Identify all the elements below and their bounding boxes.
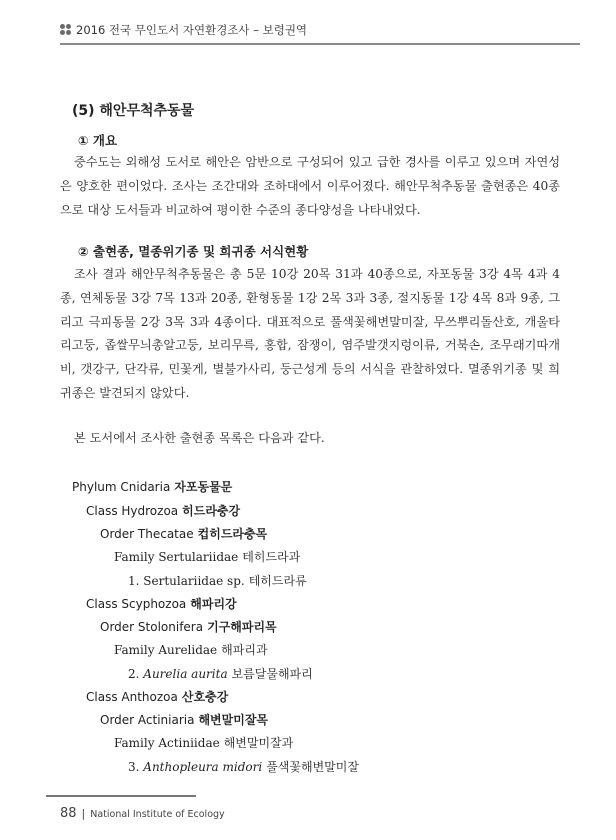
species-row	[128, 572, 307, 589]
footer-rule	[46, 795, 196, 797]
species-latin: Sertulariidae sp.	[143, 574, 245, 588]
order-latin: Order Thecatae	[100, 527, 194, 541]
order-row	[100, 618, 277, 635]
species-korean: 보름달물해파리	[231, 667, 313, 681]
species-row	[128, 665, 313, 682]
class-latin: Class Anthozoa	[86, 690, 178, 704]
species-number: 1.	[128, 574, 140, 588]
family-latin: Family Sertulariidae	[114, 550, 239, 564]
order-row	[100, 525, 267, 542]
header-rule	[60, 43, 580, 45]
species-korean: 테히드라류	[248, 574, 307, 588]
family-korean: 테히드라과	[242, 550, 301, 564]
order-row	[100, 711, 268, 728]
class-row	[86, 502, 240, 519]
list-intro: 본 도서에서 조사한 출현종 목록은 다음과 같다.	[74, 431, 325, 445]
family-latin: Family Actiniidae	[114, 736, 220, 750]
family-row	[114, 548, 300, 565]
species-paragraph: 조사 결과 해안무척추동물은 총 5문 10강 20목 31과 40종으로, 자포동물 3강 4목 4과 4종, 연체동물 3강 7목 13과 20종, 환형동물 1강 2목 3과 3종, 절지동물 1강 4목 8과 9종, 그리고 극피동물 2강 3목 3과 4종이다. 대표적으로 풀색꽃해변말미잘, 무쓰뿌리돌산호, 개울타리고둥, 좁쌀무늬총알고둥, 보리무륵, 홍합, 잠쟁이, 염주발갯지렁이류, 거북손, 조무래기따개비, 갯강구, 단각류, 민꽃게, 별불가사리, 둥근성게 등의 서식을 관찰하였다. 멸종위기종 및 희귀종은 발견되지 않았다.	[60, 267, 560, 400]
species-number: 3.	[128, 760, 140, 774]
class-korean: 히드라충강	[182, 504, 241, 518]
species-number: 2.	[128, 667, 140, 681]
species-row	[128, 758, 359, 775]
class-row	[86, 688, 228, 705]
overview-paragraph: 중수도는 외해성 도서로 해안은 암반으로 구성되어 있고 급한 경사를 이루고 있으며 자연성은 양호한 편이었다. 조사는 조간대와 조하대에서 이루어졌다. 해안무척추동물 출현종은 40종으로 대상 도서들과 비교하여 평이한 수준의 종다양성을 나타내었다.	[60, 155, 560, 217]
phylum-latin: Phylum Cnidaria	[72, 480, 171, 494]
order-korean: 컵히드라충목	[197, 527, 268, 541]
footer-separator: |	[81, 807, 86, 820]
class-latin: Class Hydrozoa	[86, 504, 179, 518]
subsection-overview-title: ① 개요	[78, 133, 118, 148]
class-korean: 산호충강	[181, 690, 229, 704]
species-latin: Anthopleura midori	[143, 760, 263, 774]
page-number: 88	[60, 806, 77, 821]
family-latin: Family Aurelidae	[114, 643, 218, 657]
footer-organization: National Institute of Ecology	[90, 809, 225, 820]
order-korean: 기구해파리목	[207, 620, 277, 634]
running-header	[60, 18, 580, 44]
header-title: 2016 전국 무인도서 자연환경조사 – 보령권역	[76, 23, 308, 37]
order-latin: Order Stolonifera	[100, 620, 204, 634]
class-korean: 해파리강	[190, 597, 237, 611]
class-latin: Class Scyphozoa	[86, 597, 187, 611]
order-latin: Order Actiniaria	[100, 713, 195, 727]
family-korean: 해파리과	[221, 643, 268, 657]
phylum-row	[72, 478, 232, 495]
order-korean: 해변말미잘목	[198, 713, 269, 727]
class-row	[86, 595, 237, 612]
species-latin: Aurelia aurita	[143, 667, 228, 681]
family-row	[114, 734, 293, 751]
page-footer	[60, 802, 225, 821]
family-row	[114, 641, 268, 658]
family-korean: 해변말미잘과	[223, 736, 294, 750]
species-korean: 풀색꽃해변말미잘	[266, 760, 359, 774]
subsection-species-title: ② 출현종, 멸종위기종 및 희귀종 서식현황	[78, 244, 309, 259]
phylum-korean: 자포동물문	[174, 480, 233, 494]
bullet-dots-icon	[60, 24, 72, 36]
section-title: (5) 해안무척추동물	[72, 103, 195, 119]
